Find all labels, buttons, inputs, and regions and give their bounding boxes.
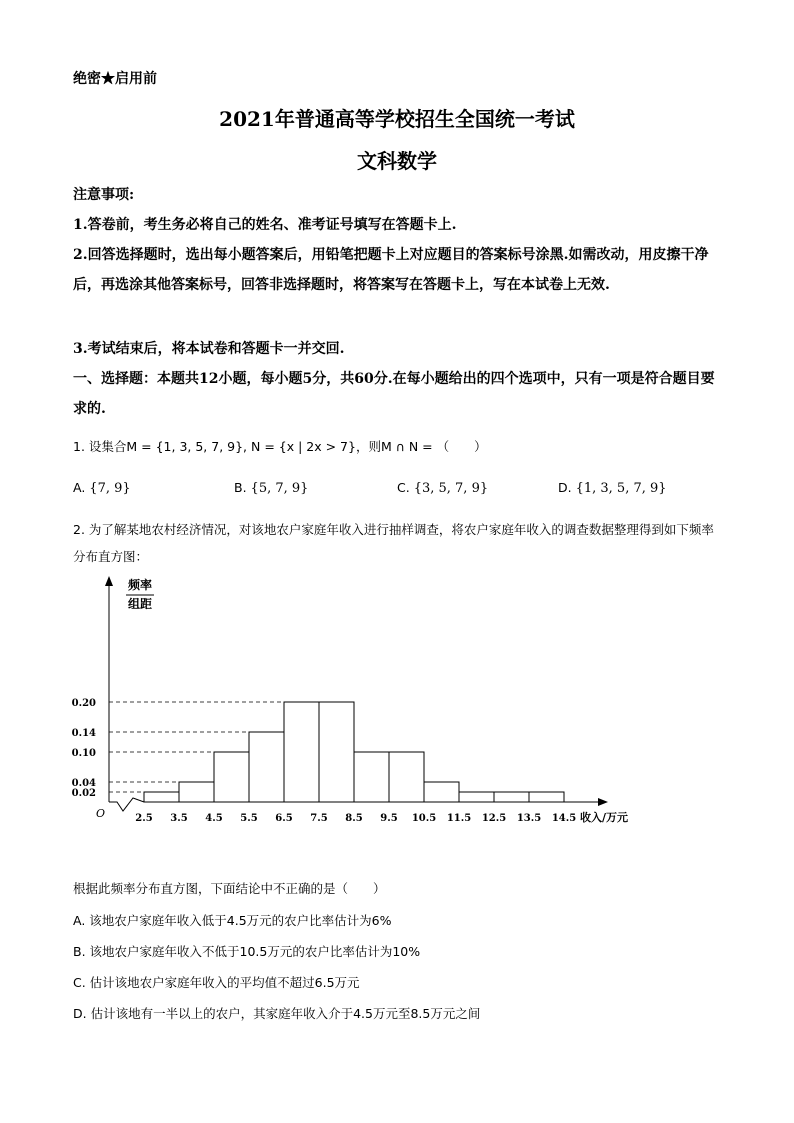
y-tick-label: 0.02	[71, 788, 96, 799]
q1-option-a	[73, 480, 131, 496]
q1-option-a-label: A.	[73, 480, 86, 495]
x-tick-label: 3.5	[170, 813, 188, 824]
q1-option-d-label: D.	[558, 480, 572, 495]
exam-title: 2021年普通高等学校招生全国统一考试	[219, 107, 575, 131]
x-tick-label: 13.5	[516, 813, 542, 824]
y-tick-label: 0.14	[71, 728, 96, 739]
x-tick-label: 5.5	[240, 813, 258, 824]
x-tick-label: 14.5	[551, 813, 577, 824]
question-2-text: 2. 为了解某地农村经济情况，对该地农户家庭年收入进行抽样调查，将农户家庭年收入的调查数据整理得到如下频率分布直方图：	[73, 522, 714, 564]
x-tick-label: 12.5	[481, 813, 507, 824]
x-axis-arrow	[598, 798, 608, 806]
x-axis-label: 收入/万元	[580, 811, 629, 824]
q1-option-b	[234, 480, 308, 496]
y-axis-arrow	[105, 576, 113, 586]
histogram-bar	[249, 732, 284, 802]
origin-label: O	[96, 807, 106, 820]
frequency-histogram	[60, 570, 650, 835]
histogram-bar	[529, 792, 564, 802]
q1-option-d-value: {1, 3, 5, 7, 9}	[575, 481, 667, 496]
histogram-bar	[144, 792, 179, 802]
x-tick-label: 10.5	[411, 813, 437, 824]
q2-option-a: A. 该地农户家庭年收入低于4.5万元的农户比率估计为6%	[73, 913, 392, 928]
notice-item-2: 2.回答选择题时，选出每小题答案后，用铅笔把题卡上对应题目的答案标号涂黑.如需改动，用皮擦干净后，再选涂其他答案标号，回答非选择题时，将答案写在答题卡上，写在本试卷上无效.	[73, 247, 709, 293]
y-tick-label: 0.04	[71, 778, 96, 789]
section-intro: 一、选择题：本题共12小题，每小题5分，共60分.在每小题给出的四个选项中，只有一项是符合题目要求的.	[73, 371, 715, 417]
histogram-bar	[319, 702, 354, 802]
q1-option-c-value: {3, 5, 7, 9}	[413, 481, 489, 496]
q2-option-b: B. 该地农户家庭年收入不低于10.5万元的农户比率估计为10%	[73, 944, 421, 959]
histogram-bar	[214, 752, 249, 802]
q1-option-c	[397, 480, 488, 496]
histogram-bar	[424, 782, 459, 802]
x-tick-label: 6.5	[275, 813, 293, 824]
q2-option-c: C. 估计该地农户家庭年收入的平均值不超过6.5万元	[73, 975, 360, 990]
y-axis-label-top: 频率	[127, 578, 153, 592]
q1-option-c-label: C.	[397, 480, 410, 495]
exam-subject: 文科数学	[357, 149, 437, 173]
q1-option-b-label: B.	[234, 480, 247, 495]
histogram-bar	[494, 792, 529, 802]
x-tick-label: 2.5	[135, 813, 153, 824]
x-tick-label: 7.5	[310, 813, 328, 824]
notice-item-3: 3.考试结束后，将本试卷和答题卡一并交回.	[73, 341, 345, 357]
x-tick-label: 9.5	[380, 813, 398, 824]
q1-option-b-value: {5, 7, 9}	[250, 481, 309, 496]
q1-option-a-value: {7, 9}	[89, 481, 131, 496]
notice-item-1: 1.答卷前，考生务必将自己的姓名、准考证号填写在答题卡上.	[73, 217, 457, 233]
question-1-text: 1. 设集合M = {1, 3, 5, 7, 9}, N = {x | 2x > 7}，则M ∩ N = （ ）	[73, 439, 487, 454]
x-tick-label: 8.5	[345, 813, 363, 824]
q2-option-d: D. 估计该地有一半以上的农户，其家庭年收入介于4.5万元至8.5万元之间	[73, 1006, 481, 1021]
histogram-bar	[389, 752, 424, 802]
histogram-bar	[284, 702, 319, 802]
y-axis-label-bottom: 组距	[127, 597, 153, 611]
notice-heading: 注意事项:	[73, 187, 135, 203]
histogram-bar	[179, 782, 214, 802]
question-2-prompt: 根据此频率分布直方图，下面结论中不正确的是（ ）	[73, 881, 386, 896]
histogram-bar	[354, 752, 389, 802]
x-tick-label: 4.5	[205, 813, 223, 824]
y-tick-label: 0.10	[71, 748, 96, 759]
histogram-bar	[459, 792, 494, 802]
secret-label: 绝密★启用前	[73, 71, 157, 87]
x-tick-label: 11.5	[446, 813, 472, 824]
y-tick-label: 0.20	[71, 698, 96, 709]
q1-option-d	[558, 480, 667, 496]
